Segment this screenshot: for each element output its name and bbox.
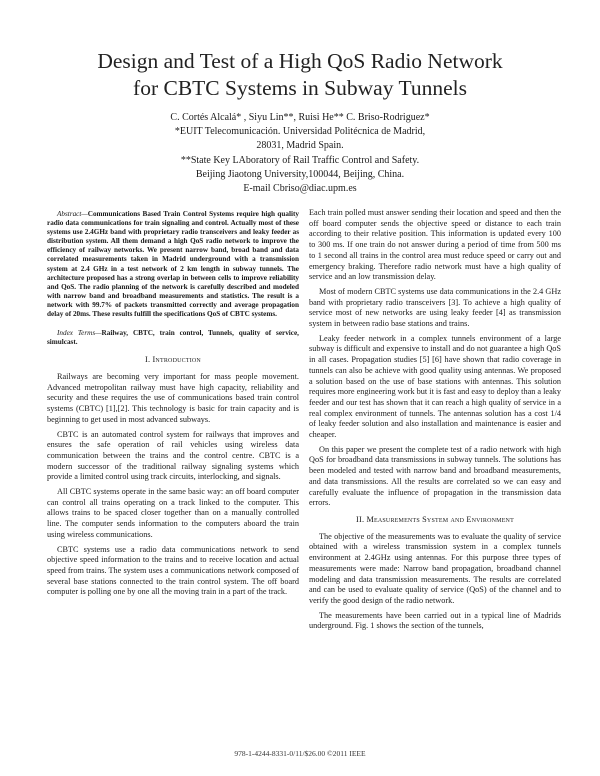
title-line-1: Design and Test of a High QoS Radio Network	[97, 49, 503, 73]
paper-title	[40, 48, 560, 102]
right-paragraph-2: Most of modern CBTC systems use data communications in the 2.4 GHz band with proprietary radio transceivers [3]. To achieve a high quality of service most of new networks are using leaky feeder [4] as transmission system in between radio base stations and trains.	[309, 286, 561, 329]
affiliation-2-line-2: Beijing Jiaotong University,100044, Beijing, China.	[195, 168, 405, 180]
section-1-heading: I. Introduction	[145, 355, 201, 365]
intro-paragraph-2: CBTC is an automated control system for railways that improves and ensures the safe operation of rail vehicles using wireless data communication between the trains and the control centre. CBTC is a modern successor of the traditional railway signaling systems which provide a limited control using track circuits, interlocking, and signals.	[47, 429, 299, 482]
left-column	[47, 210, 299, 602]
right-column	[309, 208, 561, 636]
section-2-heading: II. Measurements System and Environment	[356, 514, 514, 524]
abstract	[47, 210, 299, 319]
title-line-2: for CBTC Systems in Subway Tunnels	[133, 76, 467, 100]
affiliation-1-line-2: 28031, Madrid Spain.	[256, 140, 344, 152]
abstract-text: Communications Based Train Control Systems require high quality radio data communications for train signaling and control. Actually most of these systems use 2.4GHz band with proprietary radio transceivers and leaky feeder as distribution system. All them demand a high QoS radio network to improve the efficiency of railway networks. We present narrow band, broad band and data correlated measurements taken in Madrid underground with a transmission system at 2.4 GHz in a test network of 2 km length in subway tunnels. The architecture proposed has a strong overlap in between cells to improve reliability and QoS. The radio planning of the network is carefully described and modeled with narrow band and broadband measurements and statistics. The result is a network with 99.7% of packets transmitted correctly and average propagation delay of 20ms. These results fulfill the specifications QoS of CBTC systems.	[47, 210, 299, 319]
intro-paragraph-4: CBTC systems use a radio data communications network to send objective speed information to the trains and to receive location and actual speed from trains. The system uses a communications network composed of several base stations connected to the train control system. The off board computer is polling one by one all the moving train in a part of the track.	[47, 544, 299, 597]
copyright-footer: 978-1-4244-8331-0/11/$26.00 ©2011 IEEE	[234, 749, 366, 758]
right-paragraph-1: Each train polled must answer sending their location and speed and then the off board computer sends the objective speed or distance to each train according to their relative position. This information is updated every 100 to 300 ms. If one train do not answer during a period of time from 500 ms to 1 second all trains in the control area must reduce speed or carry out and emergency braking. Therefore radio network must have a high quality of service and an low transmission delay.	[309, 208, 561, 282]
intro-paragraph-1: Railways are becoming very important for mass people movement. Advanced metropolitan railway must have high capacity, reliability and security and these requires the use of communications based train control systems (CBTC) [1],[2]. This technology is basic for train capacity and is beginning to get used in most advanced subways.	[47, 372, 299, 424]
intro-paragraph-3: All CBTC systems operate in the same basic way: an off board computer can control all trains operating on a track linked to the computer. This allows trains to be spaced closer together than on a manually controlled line. The computer sends information to the computers aboard the train using wireless communications.	[47, 487, 299, 539]
right-paragraph-3: Leaky feeder network in a complex tunnels environment of a large subway is difficult and expensive to install and do not guarantee a high QoS in all cases. Propagation studies [5] [6] have shown that radio coverage in tunnels can also be achieve with good quality using antennas. We proposed a solution based on the use of base stations with antennas. This solution requires more engineering work but it is fast and easy to deploy than a leaky feeder and our test has shown that it can reach a high quality of service in a real complex environment of tunnels. The antennas solution has a cost 1/4 of leaky feeder solution and also installation and maintenance is easier and cheaper.	[309, 333, 562, 440]
right-paragraph-6: The measurements have been carried out in a typical line of Madrids underground. Fig. 1 shows the section of the tunnels,	[309, 610, 561, 631]
author-block	[90, 111, 510, 196]
index-terms-text: Railway, CBTC, train control, Tunnels, quality of service, simulcast.	[47, 329, 299, 347]
right-paragraph-4: On this paper we present the complete test of a radio network with high QoS for broadband data transmissions in subway tunnels. The solutions has been modeled and tested with narrow band and broadband measurements, and data transmissions. All the results are correlated so we can easy and carefully evaluate the influence of propagation in the transmission data errors.	[309, 444, 561, 508]
affiliation-1-line-1: *EUIT Telecomunicación. Universidad Politécnica de Madrid,	[174, 126, 426, 138]
author-names: C. Cortés Alcalá* , Siyu Lin**, Ruisi He** C. Briso-Rodriguez*	[170, 112, 430, 123]
right-paragraph-5: The objective of the measurements was to evaluate the quality of service obtained with a wireless transmission system in a complex tunnels environment at 2.4GHz using antennas. For this purpose three types of measurements were made: Narrow band propagation, broadband channel modeling and data transmission measurements. The results are correlated and can be used to evaluate quality of service (QoS) of the channel and to verify the good design of the radio network.	[309, 531, 561, 605]
index-terms-label: Index Terms—	[57, 329, 102, 338]
affiliation-2-line-1: **State Key LAboratory of Rail Traffic Control and Safety.	[180, 154, 420, 166]
author-email: E-mail Cbriso@diac.upm.es	[243, 183, 357, 195]
index-terms	[47, 329, 299, 347]
abstract-label: Abstract—	[57, 210, 88, 218]
